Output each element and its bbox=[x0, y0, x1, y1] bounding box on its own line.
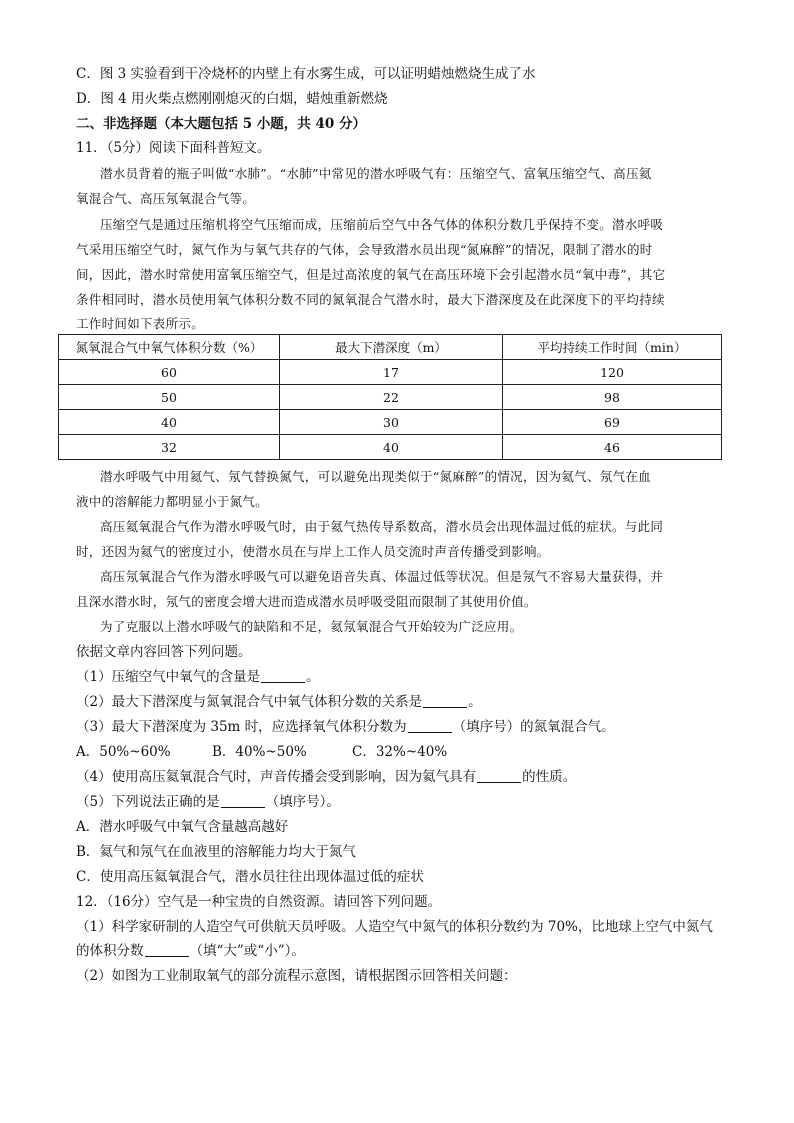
section-heading: 二、非选择题（本大题包括 5 小题，共 40 分） bbox=[76, 116, 366, 132]
answer-blank[interactable] bbox=[477, 768, 521, 783]
q11-sub5-option-c: C．使用高压氦氧混合气，潜水员往往出现体温过低的症状 bbox=[76, 869, 424, 885]
table-cell: 17 bbox=[280, 360, 503, 385]
table-cell: 40 bbox=[280, 435, 503, 460]
para1-line1: 潜水员背着的瓶子叫做“水肺”。“水肺”中常见的潜水呼吸气有：压缩空气、富氧压缩空气、高压氦 bbox=[100, 166, 652, 181]
option-c: C．图 3 实验看到干冷烧杯的内壁上有水雾生成，可以证明蜡烛燃烧生成了水 bbox=[76, 66, 536, 82]
table-cell: 50 bbox=[59, 385, 280, 410]
answer-blank[interactable] bbox=[408, 718, 452, 733]
option-c: C．32%~40% bbox=[352, 744, 448, 760]
q11-sub3 bbox=[76, 717, 726, 737]
table-cell: 22 bbox=[280, 385, 503, 410]
table-cell: 30 bbox=[280, 410, 503, 435]
q12-sub1-line2 bbox=[76, 941, 726, 961]
para5-line2: 且深水潜水时，氖气的密度会增大进而造成潜水员呼吸受阻而限制了其使用价值。 bbox=[76, 594, 537, 609]
para2-line5: 工作时间如下表所示。 bbox=[76, 316, 205, 331]
para4-line1: 高压氦氧混合气作为潜水呼吸气时，由于氦气热传导系数高，潜水员会出现体温过低的症状。与此同 bbox=[100, 519, 664, 534]
q12-sub2: （2）如图为工业制取氧气的部分流程示意图，请根据图示回答相关问题： bbox=[76, 968, 517, 984]
table-header: 最大下潜深度（m） bbox=[280, 335, 503, 360]
q11-sub3-options bbox=[76, 742, 726, 762]
q12-intro: 12．（16分）空气是一种宝贵的自然资源。请回答下列问题。 bbox=[76, 894, 442, 910]
table-cell: 40 bbox=[59, 410, 280, 435]
table-cell: 120 bbox=[503, 360, 722, 385]
q11-sub4 bbox=[76, 767, 726, 787]
table-row bbox=[59, 385, 722, 410]
table-header: 氮氧混合气中氧气体积分数（%） bbox=[59, 335, 280, 360]
q11-sub3-text: （3）最大下潜深度为 35m 时，应选择氧气体积分数为 bbox=[76, 719, 407, 735]
q12-sub1-line1: （1）科学家研制的人造空气可供航天员呼吸。人造空气中氮气的体积分数约为 70%，比地球上空气中氮气 bbox=[76, 919, 713, 935]
para5-line1: 高压氖氧混合气作为潜水呼吸气可以避免语音失真、体温过低等状况。但是氖气不容易大量获得，并 bbox=[100, 569, 664, 584]
q11-sub1-end: 。 bbox=[306, 669, 320, 685]
q11-sub5-option-a: A．潜水呼吸气中氧气含量越高越好 bbox=[76, 819, 289, 835]
para2-line3: 间，因此，潜水时常使用富氧压缩空气，但是过高浓度的氧气在高压环境下会引起潜水员“氧中毒”，其它 bbox=[76, 267, 666, 282]
table-row bbox=[59, 360, 722, 385]
q12-sub1-text: 的体积分数 bbox=[76, 943, 144, 959]
q11-intro: 11．（5分）阅读下面科普短文。 bbox=[76, 140, 271, 156]
para4-line2: 时，还因为氦气的密度过小，使潜水员在与岸上工作人员交流时声音传播受到影响。 bbox=[76, 544, 550, 559]
q11-ask: 依据文章内容回答下列问题。 bbox=[76, 644, 252, 660]
q11-sub2-end: 。 bbox=[468, 694, 482, 710]
q11-sub4-end: 的性质。 bbox=[522, 769, 577, 785]
table-header-row bbox=[59, 335, 722, 360]
q11-sub5-end: （填序号）。 bbox=[265, 794, 340, 810]
q11-sub3-end: （填序号）的氮氧混合气。 bbox=[452, 719, 615, 735]
para3-line1: 潜水呼吸气中用氦气、氖气替换氮气，可以避免出现类似于“氮麻醉”的情况，因为氦气、氖气在血 bbox=[100, 469, 651, 484]
table-header: 平均持续工作时间（min） bbox=[503, 335, 722, 360]
table-cell: 98 bbox=[503, 385, 722, 410]
option-b: B．40%~50% bbox=[212, 744, 307, 760]
answer-blank[interactable] bbox=[423, 693, 467, 708]
q12-sub1-end: （填“大”或“小”）。 bbox=[189, 943, 305, 959]
q11-sub5-text: （5）下列说法正确的是 bbox=[76, 794, 220, 810]
answer-blank[interactable] bbox=[261, 668, 305, 683]
q11-sub4-text: （4）使用高压氦氧混合气时，声音传播会受到影响，因为氦气具有 bbox=[76, 769, 477, 785]
table-cell: 46 bbox=[503, 435, 722, 460]
table-cell: 60 bbox=[59, 360, 280, 385]
answer-blank[interactable] bbox=[145, 942, 189, 957]
q11-sub1-text: （1）压缩空气中氧气的含量是 bbox=[76, 669, 261, 685]
table-cell: 32 bbox=[59, 435, 280, 460]
q11-sub2-text: （2）最大下潜深度与氮氧混合气中氧气体积分数的关系是 bbox=[76, 694, 423, 710]
para2-line1: 压缩空气是通过压缩机将空气压缩而成，压缩前后空气中各气体的体积分数几乎保持不变。潜水呼吸 bbox=[100, 217, 664, 232]
table-cell: 69 bbox=[503, 410, 722, 435]
q11-sub5 bbox=[76, 792, 726, 812]
para2-line4: 条件相同时，潜水员使用氧气体积分数不同的氮氧混合气潜水时，最大下潜深度及在此深度下的平均持续 bbox=[76, 292, 665, 307]
table-row bbox=[59, 410, 722, 435]
para3-line2: 液中的溶解能力都明显小于氮气。 bbox=[76, 494, 269, 509]
para2-line2: 气采用压缩空气时，氮气作为与氧气共存的气体，会导致潜水员出现“氮麻醉”的情况，限制了潜水的时 bbox=[76, 242, 653, 257]
para6: 为了克服以上潜水呼吸气的缺陷和不足，氦氖氧混合气开始较为广泛应用。 bbox=[100, 619, 523, 634]
table-row bbox=[59, 435, 722, 460]
option-d: D．图 4 用火柴点燃刚刚熄灭的白烟，蜡烛重新燃烧 bbox=[76, 91, 388, 107]
q11-sub5-option-b: B．氦气和氖气在血液里的溶解能力均大于氮气 bbox=[76, 844, 356, 860]
option-a: A．50%~60% bbox=[76, 744, 171, 760]
answer-blank[interactable] bbox=[221, 793, 265, 808]
q11-sub2 bbox=[76, 692, 726, 712]
data-table bbox=[58, 334, 722, 460]
para1-line2: 氧混合气、高压氖氧混合气等。 bbox=[76, 191, 256, 206]
q11-sub1 bbox=[76, 667, 726, 687]
